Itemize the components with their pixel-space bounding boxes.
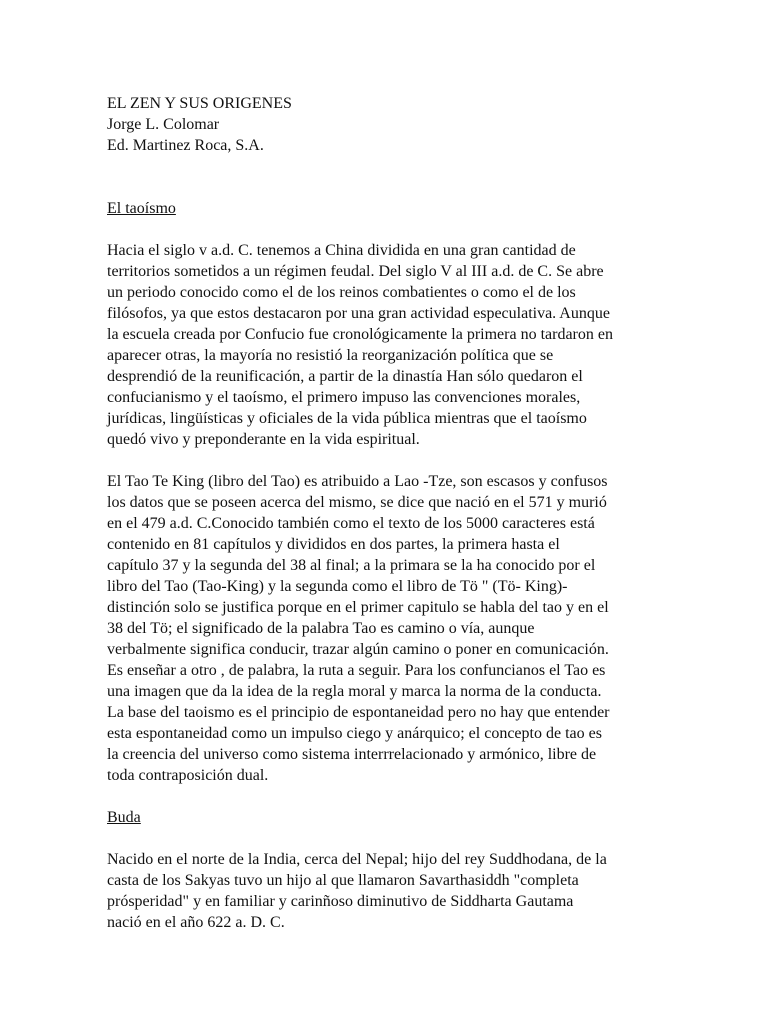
book-author: Jorge L. Colomar [107, 116, 220, 133]
spacer [107, 450, 667, 471]
text-line: libro del Tao (Tao-King) y la segunda como el libro de Tö " (Tö- King)- [107, 578, 568, 595]
paragraph-taoismo-1 [107, 240, 667, 450]
text-line: nació en el año 622 a. D. C. [107, 914, 285, 931]
text-line: quedó vivo y preponderante en la vida espiritual. [107, 431, 420, 448]
text-line: una imagen que da la idea de la regla moral y marca la norma de la conducta. [107, 683, 602, 700]
text-line: El Tao Te King (libro del Tao) es atribuido a Lao -Tze, son escasos y confusos [107, 473, 608, 490]
spacer [107, 786, 667, 807]
text-line: desprendió de la reunificación, a partir de la dinastía Han sólo quedaron el [107, 368, 583, 385]
text-line: territorios sometidos a un régimen feudal. Del siglo V al III a.d. de C. Se abre [107, 263, 604, 280]
text-line: toda contraposición dual. [107, 767, 269, 784]
text-line: contenido en 81 capítulos y divididos en dos partes, la primera hasta el [107, 536, 560, 553]
book-title: EL ZEN Y SUS ORIGENES [107, 95, 292, 112]
text-line: jurídicas, lingüísticas y oficiales de la vida pública mientras que el taoísmo [107, 410, 587, 427]
section-heading-buda: Buda [107, 809, 141, 826]
text-line: verbalmente significa conducir, trazar algún camino o poner en comunicación. [107, 641, 609, 658]
text-line: esta espontaneidad como un impulso ciego y anárquico; el concepto de tao es [107, 725, 602, 742]
spacer [107, 828, 667, 849]
text-line: Es enseñar a otro , de palabra, la ruta a seguir. Para los confuncianos el Tao es [107, 662, 606, 679]
paragraph-buda-1 [107, 849, 667, 933]
text-line: prósperidad" y en familiar y carinñoso diminutivo de Siddharta Gautama [107, 893, 574, 910]
text-line: confucianismo y el taoísmo, el primero impuso las convenciones morales, [107, 389, 581, 406]
text-line: Hacia el siglo v a.d. C. tenemos a China dividida en una gran cantidad de [107, 242, 576, 259]
text-line: capítulo 37 y la segunda del 38 al final; a la primara se la ha conocido por el [107, 557, 596, 574]
text-line: la creencia del universo como sistema interrrelacionado y armónico, libre de [107, 746, 597, 763]
paragraph-taoismo-2 [107, 471, 667, 786]
text-line: Nacido en el norte de la India, cerca del Nepal; hijo del rey Suddhodana, de la [107, 851, 607, 868]
text-line: casta de los Sakyas tuvo un hijo al que llamaron Savarthasiddh "completa [107, 872, 579, 889]
text-line: un periodo conocido como el de los reinos combatientes o como el de los [107, 284, 576, 301]
text-line: en el 479 a.d. C.Conocido también como el texto de los 5000 caracteres está [107, 515, 595, 532]
book-publisher: Ed. Martinez Roca, S.A. [107, 137, 264, 154]
document-page [107, 93, 667, 933]
text-line: 38 del Tö; el significado de la palabra Tao es camino o vía, aunque [107, 620, 535, 637]
spacer [107, 156, 667, 198]
text-line: distinción solo se justifica porque en el primer capitulo se habla del tao y en el [107, 599, 609, 616]
text-line: filósofos, ya que estos destacaron por una gran actividad especulativa. Aunque [107, 305, 610, 322]
text-line: La base del taoismo es el principio de espontaneidad pero no hay que entender [107, 704, 610, 721]
text-line: la escuela creada por Confucio fue cronológicamente la primera no tardaron en [107, 326, 613, 343]
section-heading-taoismo: El taoísmo [107, 200, 176, 217]
text-line: aparecer otras, la mayoría no resistió la reorganización política que se [107, 347, 554, 364]
spacer [107, 219, 667, 240]
text-line: los datos que se poseen acerca del mismo, se dice que nació en el 571 y murió [107, 494, 607, 511]
